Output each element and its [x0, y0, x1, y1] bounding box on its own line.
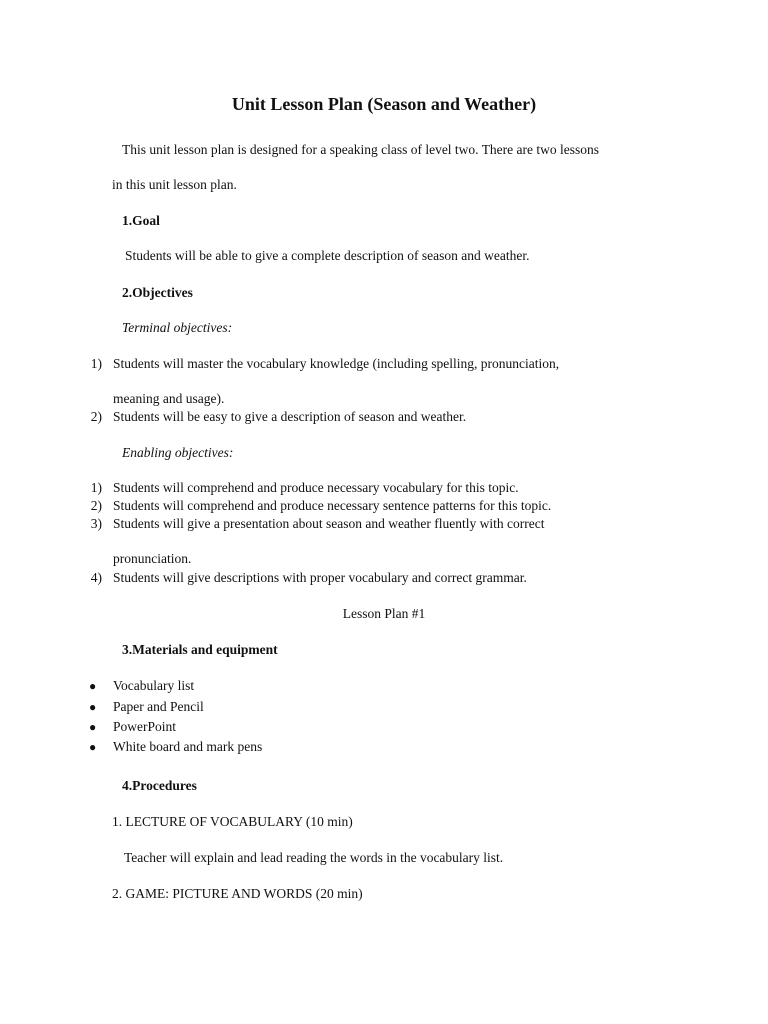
intro-paragraph-line2: in this unit lesson plan.	[112, 177, 237, 192]
terminal-item-2-number: 2)	[90, 409, 102, 424]
lesson-plan-label: Lesson Plan #1	[342, 606, 426, 621]
bullet-icon: ●	[89, 720, 97, 734]
bullet-icon: ●	[89, 700, 97, 714]
enabling-item-4-number: 4)	[90, 570, 102, 585]
materials-item-1: Vocabulary list	[113, 678, 195, 693]
materials-item-2: Paper and Pencil	[113, 699, 204, 714]
terminal-item-1-line2: meaning and usage).	[113, 391, 225, 406]
bullet-icon: ●	[89, 679, 97, 693]
procedures-heading: 4.Procedures	[122, 778, 197, 793]
terminal-item-1-line1: Students will master the vocabulary knowledge (including spelling, pronunciation,	[113, 356, 560, 371]
enabling-item-2-line1: Students will comprehend and produce necessary sentence patterns for this topic.	[113, 498, 552, 513]
goal-text: Students will be able to give a complete description of season and weather.	[125, 248, 530, 263]
enabling-item-1-number: 1)	[90, 480, 102, 495]
procedure-1-title: 1. LECTURE OF VOCABULARY (10 min)	[112, 814, 353, 829]
objectives-heading: 2.Objectives	[122, 285, 193, 300]
enabling-item-3-line1: Students will give a presentation about season and weather fluently with correct	[113, 516, 545, 531]
terminal-item-1-number: 1)	[90, 356, 102, 371]
bullet-icon: ●	[89, 740, 97, 754]
enabling-item-4-line1: Students will give descriptions with proper vocabulary and correct grammar.	[113, 570, 527, 585]
intro-paragraph-line1: This unit lesson plan is designed for a speaking class of level two. There are two lessons	[122, 142, 600, 157]
document-title: Unit Lesson Plan (Season and Weather)	[231, 94, 537, 114]
enabling-item-3-line2: pronunciation.	[113, 551, 192, 566]
materials-heading: 3.Materials and equipment	[122, 642, 278, 657]
enabling-item-3-number: 3)	[90, 516, 102, 531]
materials-item-4: White board and mark pens	[113, 739, 263, 754]
procedure-1-text: Teacher will explain and lead reading the words in the vocabulary list.	[124, 850, 504, 865]
enabling-item-2-number: 2)	[90, 498, 102, 513]
enabling-item-1-line1: Students will comprehend and produce necessary vocabulary for this topic.	[113, 480, 519, 495]
procedure-2-title: 2. GAME: PICTURE AND WORDS (20 min)	[112, 886, 363, 901]
terminal-item-2-line1: Students will be easy to give a description of season and weather.	[113, 409, 467, 424]
terminal-objectives-heading: Terminal objectives:	[122, 320, 233, 335]
enabling-objectives-heading: Enabling objectives:	[122, 445, 234, 460]
goal-heading: 1.Goal	[122, 213, 160, 228]
materials-item-3: PowerPoint	[113, 719, 177, 734]
